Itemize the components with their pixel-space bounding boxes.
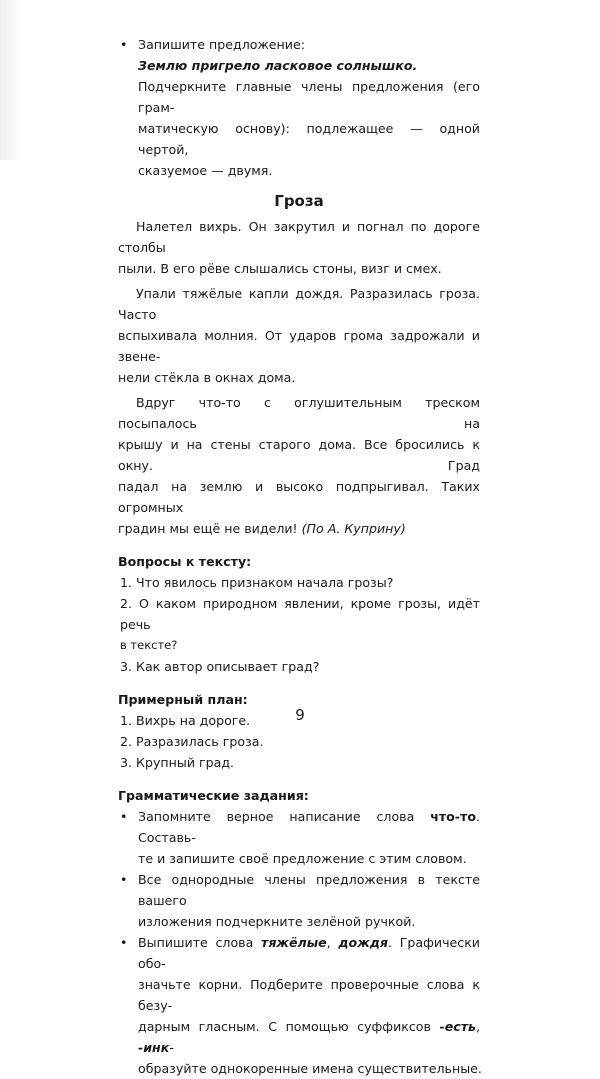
task-instruction: Запишите предложение: [138, 37, 305, 52]
question-item-1: 1. Что явилось признаком начала грозы? [120, 575, 394, 590]
page-number: 9 [295, 706, 305, 724]
bullet-icon: • [120, 935, 128, 950]
grammar-suffix-ink: -инк [138, 1040, 170, 1055]
grammar-item-3-dash: - [169, 1040, 174, 1055]
questions-heading: Вопросы к тексту: [118, 554, 252, 569]
grammar-item-3-text-b: . Графически обо- [138, 935, 480, 971]
story-p1-line-1: Налетел вихрь. Он закрутил и погнал по дороге столбы [118, 219, 480, 255]
grammar-item-3-text-a: Выпишите слова [138, 935, 262, 950]
story-attribution: (По А. Куприну) [301, 521, 406, 536]
grammar-item-3-line-3 [138, 1016, 480, 1058]
story-p2-line-2: вспыхивала молния. От ударов грома задрожали и звене- [118, 328, 480, 364]
grammar-section [118, 785, 480, 1079]
grammar-item-3-line-1 [138, 932, 480, 974]
grammar-item-3-line-2: значьте корни. Подберите проверочные слова к безу- [138, 977, 480, 1013]
story-title: Гроза [274, 192, 324, 210]
page-content [118, 34, 480, 1079]
story-paragraph-1 [118, 216, 480, 279]
grammar-item-3-text-c: дарным гласным. С помощью суффиксов [138, 1019, 440, 1034]
grammar-item-3-comma: , [326, 935, 339, 950]
story-p3-line-2: крышу и на стены старого дома. Все бросились к окну. Град [118, 437, 480, 473]
grammar-item-1-line-1 [138, 806, 480, 848]
question-item-3: 3. Как автор описывает град? [120, 659, 320, 674]
scan-edge-shade [0, 0, 22, 160]
grammar-item-3-sep: , [475, 1019, 480, 1034]
story-p3-line-1: Вдруг что-то с оглушительным треском посыпалось на [118, 395, 480, 431]
task-block [118, 34, 480, 181]
grammar-item-3-line-4: образуйте однокоренные имена существительные. [138, 1061, 482, 1076]
story-paragraph-3 [118, 392, 480, 539]
task-underline-line-2: матическую основу): подлежащее — одной чертой, [138, 121, 480, 157]
story-last-text: градин мы ещё не видели! [118, 521, 298, 536]
task-underline-line-1: Подчеркните главные члены предложения (его грам- [138, 79, 480, 115]
story-p2-line-3: нели стёкла в окнах дома. [118, 370, 296, 385]
grammar-heading: Грамматические задания: [118, 788, 309, 803]
story-p3-line-3: падал на землю и высоко подпрыгивал. Таких огромных [118, 479, 480, 515]
grammar-item-1-line-2: те и запишите своё предложение с этим словом. [138, 851, 467, 866]
grammar-item-1-text-a: Запомните верное написание слова [138, 809, 431, 824]
grammar-item-1 [118, 806, 480, 869]
task-underline-line-3: сказуемое — двумя. [138, 163, 273, 178]
grammar-item-2-line-1: Все однородные члены предложения в тексте вашего [138, 872, 480, 908]
grammar-item-2 [118, 869, 480, 932]
grammar-word-dozhdya: дождя [338, 935, 389, 950]
story-p2-line-1: Упали тяжёлые капли дождя. Разразилась гроза. Часто [118, 286, 480, 322]
plan-item-3: 3. Крупный град. [120, 755, 235, 770]
questions-section [118, 551, 480, 677]
story-p3-line-4 [118, 518, 480, 539]
question-item-2: 2. О каком природном явлении, кроме грозы, идёт речь [120, 596, 480, 632]
grammar-item-2-line-2: изложения подчеркните зелёной ручкой. [138, 914, 416, 929]
question-item-2-cont: в тексте? [120, 638, 178, 652]
story-p1-line-2: пыли. В его рёве слышались стоны, визг и смех. [118, 261, 442, 276]
plan-item-1: 1. Вихрь на дороге. [120, 713, 251, 728]
bullet-icon: • [120, 809, 128, 824]
grammar-word-tyazhelye: тяжёлые [261, 935, 327, 950]
plan-item-2: 2. Разразилась гроза. [120, 734, 264, 749]
grammar-item-1-text-b: . Составь- [138, 809, 480, 845]
grammar-item-3 [118, 932, 480, 1079]
grammar-suffix-est: -есть [439, 1019, 476, 1034]
bullet-icon: • [120, 872, 128, 887]
story-paragraph-2 [118, 283, 480, 388]
grammar-word-chto-to: что-то [430, 809, 476, 824]
task-sentence: Землю пригрело ласковое солнышко. [138, 58, 418, 73]
plan-section [118, 689, 480, 773]
plan-heading: Примерный план: [118, 692, 248, 707]
bullet-icon: • [120, 37, 128, 52]
